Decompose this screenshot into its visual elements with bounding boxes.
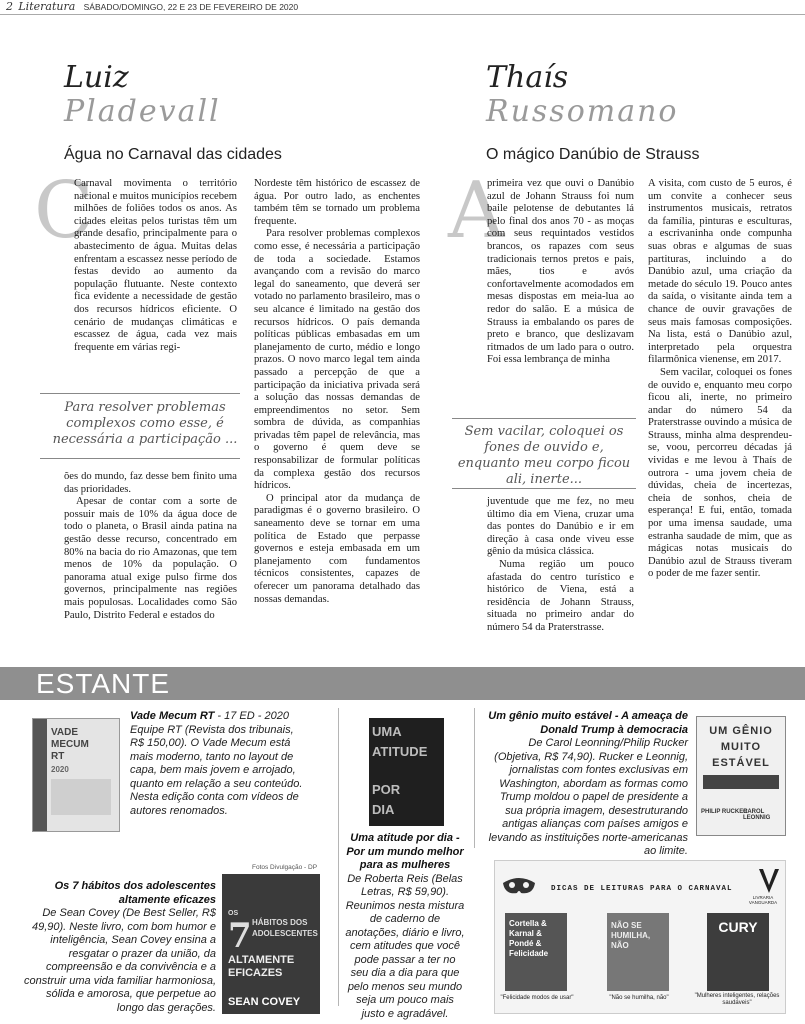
cover-author: SEAN COVEY — [228, 996, 301, 1008]
book-title: Os 7 hábitos dos adolescentes altamente eficazes — [54, 880, 216, 906]
cover-title-line: VADE — [51, 727, 79, 738]
promo-heading: DICAS DE LEITURAS PARA O CARNAVAL — [551, 885, 733, 893]
right-column-1-top — [487, 178, 634, 367]
page-header — [6, 0, 796, 14]
book-title: Uma atitude por dia - Por um mundo melhor para as mulheres — [346, 832, 464, 871]
left-column-2 — [254, 178, 420, 606]
book-description: De Roberta Reis (Belas Letras, R$ 59,90). Reunimos nesta mistura de caderno de anotações, diário e livro, cem atitudes que você pode passar a ter no seu dia a dia para que pelo menos seu mundo seja um pouco mais justo e agradável. — [345, 872, 465, 1020]
book-title: Vade Mecum RT — [130, 710, 215, 722]
left-column-1-top — [74, 178, 237, 354]
cover-year: 2020 — [51, 765, 69, 774]
left-author-last-name: Pladevall — [64, 94, 221, 129]
right-article-title: O mágico Danúbio de Strauss — [486, 146, 700, 163]
cover-title-line: ADOLESCENTES — [252, 929, 318, 938]
paragraph: Nordeste têm histórico de escassez de água. Por outro lado, as enchentes também têm se tornado um problema frequente. — [254, 178, 420, 227]
paragraph: primeira vez que ouvi o Danúbio azul de Johann Strauss foi num baile pelotense de debutantes lá pelo final dos anos 70 - as moças com seus requintados vestidos brancos, os rapazes com seus tradicionais ternos pretos e pais, mães, tios e avós confortavelmente acomodados em mesas dispostas em meia-lua ao redor do salão. E a música de Strauss ia embalando os pares de preto e branco, que deslizavam ritmados de um lado para o outro. Foi essa lembrança de minha — [487, 178, 634, 366]
cover-title-line: ATITUDE — [372, 744, 428, 759]
right-column-2 — [648, 178, 792, 581]
cover-title-line: DIA — [372, 802, 395, 817]
cover-author: CAROL LEONNIG — [743, 809, 771, 821]
paragraph: juventude que me fez, no meu último dia em Viena, cruzar uma das pontes do Danúbio e ir em direção à casa onde viveu esse gênio da música clássica. — [487, 496, 634, 558]
book-description: Equipe RT (Revista dos tribunais, R$ 150,00). O Vade Mecum está mais moderno, tanto no layout de capa, bem mais jovem e arrojado, quanto em relação a seu conteúdo. Nesta edição conta com vídeos de autores renomados. — [130, 723, 303, 817]
paragraph: ões do mundo, faz desse bem finito uma das prioridades. — [64, 471, 237, 495]
cover-title-line: OS — [228, 910, 239, 917]
um-genio-cover — [696, 716, 786, 836]
paragraph: Carnaval movimenta o território nacional e muitos municípios recebem milhões de foliões todos os anos. As cidades eleitas pelos turistas têm um grande desafio, principalmente para o abastecimento de água. Muitas delas enfrentam a escassez nesse período de festas devido ao aumento da população flutuante. Neste contexto fica evidente a necessidade de gestão dos recursos hídricos eficiente. O cenário de mudanças climáticas e escassez de água, cada vez mais frequente em várias regi- — [74, 178, 237, 353]
left-author-first-name: Luiz — [64, 60, 129, 95]
cover-spine — [33, 719, 47, 831]
left-column-1-bottom — [64, 471, 237, 622]
promo-book-caption: "Felicidade modos de usar" — [500, 995, 574, 1001]
paragraph: Apesar de contar com a sorte de possuir mais de 10% da água doce de todo o planeta, o Brasil ainda patina na gestão desse recurso, concentrado em 80% na bacia do rio Amazonas, que tem menos de 10% da população. O panorama atual exige pulso firme dos governos, principalmente nas regiões mais populosas. Localidades como São Paulo, Distrito Federal e estados do — [64, 496, 237, 621]
paragraph: Para resolver problemas complexos como esse, é necessária a participação de toda a sociedade. Estamos avançando com a revisão do marco legal do saneamento, que deverá ser votado no parlamento brasileiro, mas o seu alcance é limitado na gestão dos recursos hídricos. O país demanda políticas públicas embasadas em um planejamento de curto, médio e longo prazos. O novo marco legal tem ainda passado a percepção de que a participação da iniciativa privada será a solução das nossas demandas de empreendimentos no setor. Sem sombra de dúvida, as companhias privadas têm papel de relevância, mas o governo é quem deve se responsabilizar de formular políticas da complexa gestão dos recursos hídricos. — [254, 228, 420, 492]
estante-banner — [0, 667, 805, 700]
promo-book-cover — [707, 913, 769, 991]
photo-credit: Fotos Divulgação - DP — [252, 864, 318, 871]
carnaval-promo — [494, 860, 786, 1014]
pull-quote-top-rule — [452, 418, 636, 419]
carnival-mask-icon — [499, 867, 539, 907]
cover-title-line: MECUM — [51, 739, 89, 750]
cover-title-line: ESTÁVEL — [712, 757, 770, 769]
cover-title-line: RT — [51, 751, 65, 762]
cover-eyes-strip — [703, 775, 779, 789]
left-article-title: Água no Carnaval das cidades — [64, 146, 282, 163]
cover-title-line: POR — [372, 782, 401, 797]
cover-author: PHILIP RUCKER — [701, 809, 748, 815]
right-author-last-name: Russomano — [486, 94, 679, 129]
cover-title-line: MUITO — [720, 741, 762, 753]
cover-title-line: 7 — [228, 916, 252, 956]
book-7-habitos — [24, 880, 216, 1015]
vade-mecum-cover — [32, 718, 120, 832]
column-divider — [474, 708, 475, 848]
pull-quote-bottom-rule — [452, 488, 636, 489]
paragraph: Sem vacilar, coloquei os fones de ouvido e, enquanto meu corpo ficou ali, inerte, no primeiro andar do número 54 da Praterstrasse ouvindo a música de Strauss, minha alma desprendeu-se, voou, percorreu décadas já vividas e me levou à Thaís de outrora - uma jovem cheia de dúvidas, cheia de incertezas, cheia de sonhos, cheia de esperança! E fui, então, tomada por uma imensa saudade, uma estranha saudade de mim, que as mágicas notas musicais do Danúbio azul de Strauss tiveram o poder de me fazer sentir. — [648, 366, 792, 580]
cover-title-line: HÁBITOS DOS — [252, 918, 308, 927]
header-divider — [0, 14, 805, 15]
paragraph: Numa região um pouco afastada do centro turístico e histórico de Viena, está a residência de Johann Strauss, situada no primeiro andar do número 54 da Praterstrasse. — [487, 558, 634, 633]
cover-title-line: UM GÊNIO — [709, 725, 773, 737]
promo-book-cover — [607, 913, 669, 991]
book-title: Um gênio muito estável - A ameaça de Donald Trump à democracia — [488, 710, 688, 736]
book-uma-atitude — [345, 832, 465, 1021]
right-pull-quote: Sem vacilar, coloquei os fones de ouvido e, enquanto meu corpo ficou ali, inerte... — [457, 424, 631, 487]
right-drop-cap: A — [448, 166, 505, 256]
cover-title-line: EFICAZES — [228, 967, 283, 979]
book-description: De Carol Leonning/Philip Rucker (Objetiva, R$ 74,90). Rucker e Leonnig, jornalistas com fontes exclusivas em Washington, abordam as formas como Trump moldou o papel de presidente a sua própria imagem, desestruturando antigas alianças com países amigos e levando as instituições norte-americanas ao limite. — [488, 737, 688, 857]
pull-quote-bottom-rule — [40, 458, 240, 459]
pull-quote-top-rule — [40, 393, 240, 394]
paragraph: A visita, com custo de 5 euros, é um convite a conhecer seus instrumentos musicais, retratos da família, pinturas e esculturas, a escrivaninha onde compunha suas obras e algumas de suas partituras, incluindo a do Danúbio azul, uma criação da metade do século 19. Pouco antes da saída, o visitante ainda tem a chance de ouvir gravações de seus mais famosas composições. Na lista, está o Danúbio azul, interpretado pela orquestra filarmônica vienense, em 2017. — [648, 178, 792, 366]
section-name: Literatura — [18, 0, 76, 13]
promo-brand: LIVRARIA VANGUARDA — [748, 895, 778, 905]
7-habitos-cover — [222, 874, 320, 1014]
book-description: De Sean Covey (De Best Seller, R$ 49,90). Neste livro, com bom humor e inteligência, Sean Covey ensina a resgatar o prazer da união, da compreensão e da convivência e a construir uma vida familiar harmoniosa, sólida e amorosa, que perpetue ao longo das gerações. — [24, 907, 216, 1014]
book-um-genio — [480, 710, 688, 859]
right-column-1-bottom — [487, 496, 634, 635]
uma-atitude-cover — [369, 718, 444, 826]
vanguarda-logo-icon — [757, 867, 781, 895]
promo-book-cover — [505, 913, 567, 991]
left-pull-quote: Para resolver problemas complexos como esse, é necessária a participação ... — [52, 400, 238, 447]
cover-title-line: ALTAMENTE — [228, 954, 295, 966]
cover-title-line: UMA — [372, 724, 402, 739]
promo-book-caption: "Mulheres inteligentes, relações saudáveis" — [694, 993, 780, 1006]
book-edition: - 17 ED - 2020 — [214, 710, 289, 722]
promo-cover-title: Cortella & Karnal & Pondé & Felicidade — [509, 919, 549, 958]
edition-date: SÁBADO/DOMINGO, 22 E 23 DE FEVEREIRO DE 2020 — [83, 2, 299, 12]
promo-cover-title: CURY — [718, 919, 758, 935]
column-divider — [338, 708, 339, 1006]
estante-label: ESTANTE — [36, 668, 171, 699]
right-author-first-name: Thaís — [486, 60, 569, 95]
page-number: 2 — [6, 0, 13, 13]
book-vade-mecum — [130, 710, 305, 818]
promo-cover-title: NÃO SE HUMILHA, NÃO — [611, 921, 651, 950]
promo-book-caption: "Não se humilha, não" — [609, 995, 669, 1001]
cover-graphic — [51, 779, 111, 815]
left-drop-cap: C — [34, 166, 94, 256]
paragraph: O principal ator da mudança de paradigmas é o governo brasileiro. O saneamento deve se tornar em uma política de Estado que perpasse governos e esteja embasada em um planejamento com fundamentos técnicos consistentes, capazes de oferecer um panorama detalhado das nossas demandas. — [254, 492, 420, 605]
